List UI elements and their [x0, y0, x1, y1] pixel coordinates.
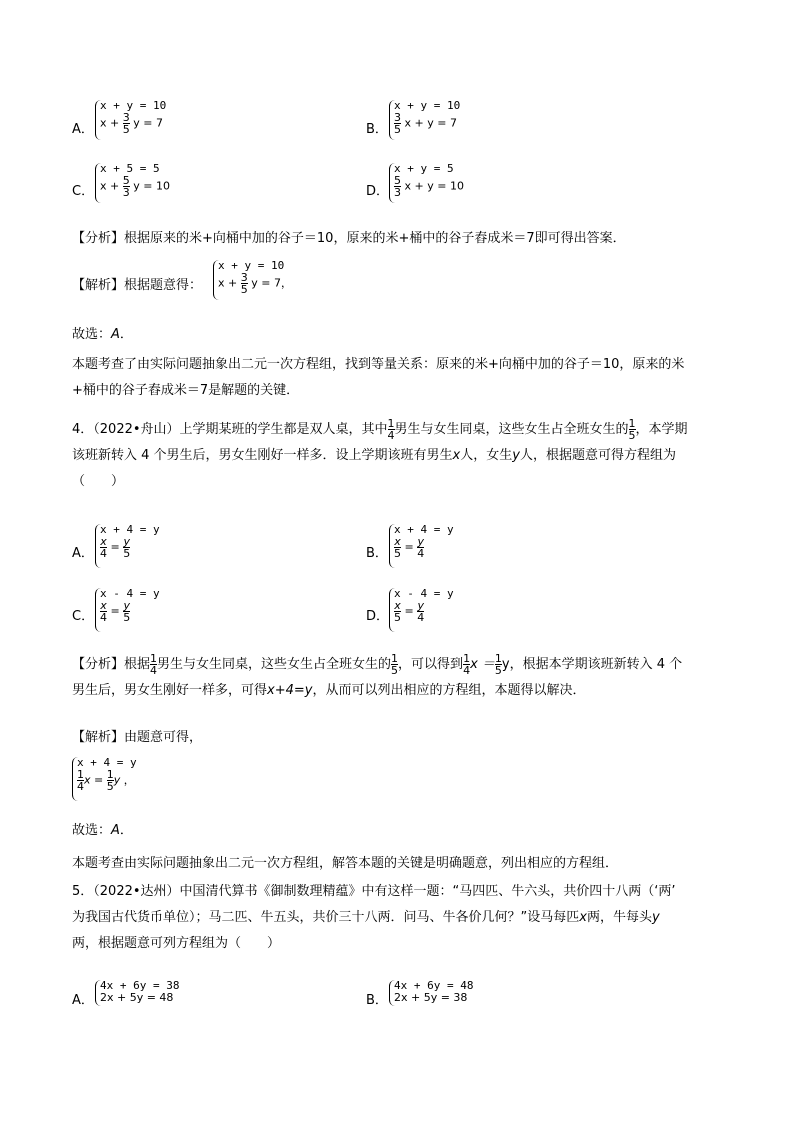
option-label: A． — [72, 546, 94, 561]
option-label: B． — [366, 993, 388, 1008]
q3-solution-system: x + y = 10 x + $\frac{3}{5}$ y = 7， — [213, 260, 292, 300]
equation-system: x - 4 = y $\frac{x}{5}$ = $\frac{y}{4}$ — [389, 588, 454, 632]
q4-analysis: 【分析】根据 $\frac{1}{4}$ 男生与女生同桌，这些女生占全班女生的 $\frac{1}{5}$ ，可以得到 $\frac{1}{4}$ x ＝ $\frac{1}{5}$ y，根据本学期该班新转入 4 个 男生后，男女生刚好一样多，可得x+4=y，从而可以列出相应的方程组，本题得以解决． — [72, 652, 683, 698]
option-label: A． — [72, 122, 94, 137]
equation-system: x + y = 10 x + $\frac{3}{5}$ y = 7 — [95, 100, 166, 140]
equation-system: x + 4 = y $\frac{x}{5}$ = $\frac{y}{4}$ — [389, 524, 454, 568]
option-label: B． — [366, 122, 388, 137]
equation-system: 4x + 6y = 38 2x + 5y = 48 — [95, 980, 179, 1006]
q3-summary: 本题考查了由实际问题抽象出二元一次方程组，找到等量关系：原来的米+向桶中加的谷子＝10，原来的米 +桶中的谷子舂成米＝7是解题的关键． — [72, 357, 685, 398]
equation-system: 4x + 6y = 48 2x + 5y = 38 — [389, 980, 473, 1006]
q4-solution: 【解析】由题意可得， — [72, 730, 203, 745]
option-label: B． — [366, 546, 388, 561]
option-label: C． — [72, 184, 95, 199]
q5-stem: 5．（2022•达州）中国清代算书《御制数理精蕴》中有这样一题：“马四匹、牛六头，共价四十八两（‘两’ 为我国古代货币单位）；马二匹、牛五头，共价三十八两．问马、牛各价几何？”设马每匹x两，牛每头y 两，根据题意可列方程组为（ ） — [72, 884, 676, 951]
q4-stem: 4．（2022•舟山）上学期某班的学生都是双人桌，其中 $\frac{1}{4}$ 男生与女生同桌，这些女生占全班女生的 $\frac{1}{5}$ ，本学期 该班新转入 4 个男生后，男女生刚好一样多．设上学期该班有男生x人，女生y人，根据题意可得方程组为 （ ） — [72, 417, 688, 489]
q4-summary: 本题考查由实际问题抽象出二元一次方程组，解答本题的关键是明确题意，列出相应的方程组． — [72, 856, 619, 871]
equation-system: x + y = 10 $\frac{3}{5}$ x + y = 7 — [389, 100, 460, 140]
q3-analysis: 【分析】根据原来的米+向桶中加的谷子＝10，原来的米+桶中的谷子舂成米＝7即可得出答案． — [72, 231, 626, 246]
option-label: C． — [72, 609, 95, 624]
q3-solution: 【解析】根据题意得： — [72, 278, 203, 293]
option-label: A． — [72, 993, 94, 1008]
option-label: D． — [366, 609, 390, 624]
equation-system: x + 5 = 5 x + $\frac{5}{3}$ y = 10 — [95, 163, 170, 203]
q4-solution-system: x + 4 = y $\frac{1}{4}$ x = $\frac{1}{5}$ y ， — [72, 757, 137, 801]
q3-answer: 故选：A． — [72, 327, 133, 342]
equation-system: x - 4 = y $\frac{x}{4}$ = $\frac{y}{5}$ — [95, 588, 160, 632]
equation-system: x + y = 5 $\frac{5}{3}$ x + y = 10 — [389, 163, 464, 203]
option-label: D． — [366, 184, 390, 199]
q4-answer: 故选：A． — [72, 823, 133, 838]
equation-system: x + 4 = y $\frac{x}{4}$ = $\frac{y}{5}$ — [95, 524, 160, 568]
